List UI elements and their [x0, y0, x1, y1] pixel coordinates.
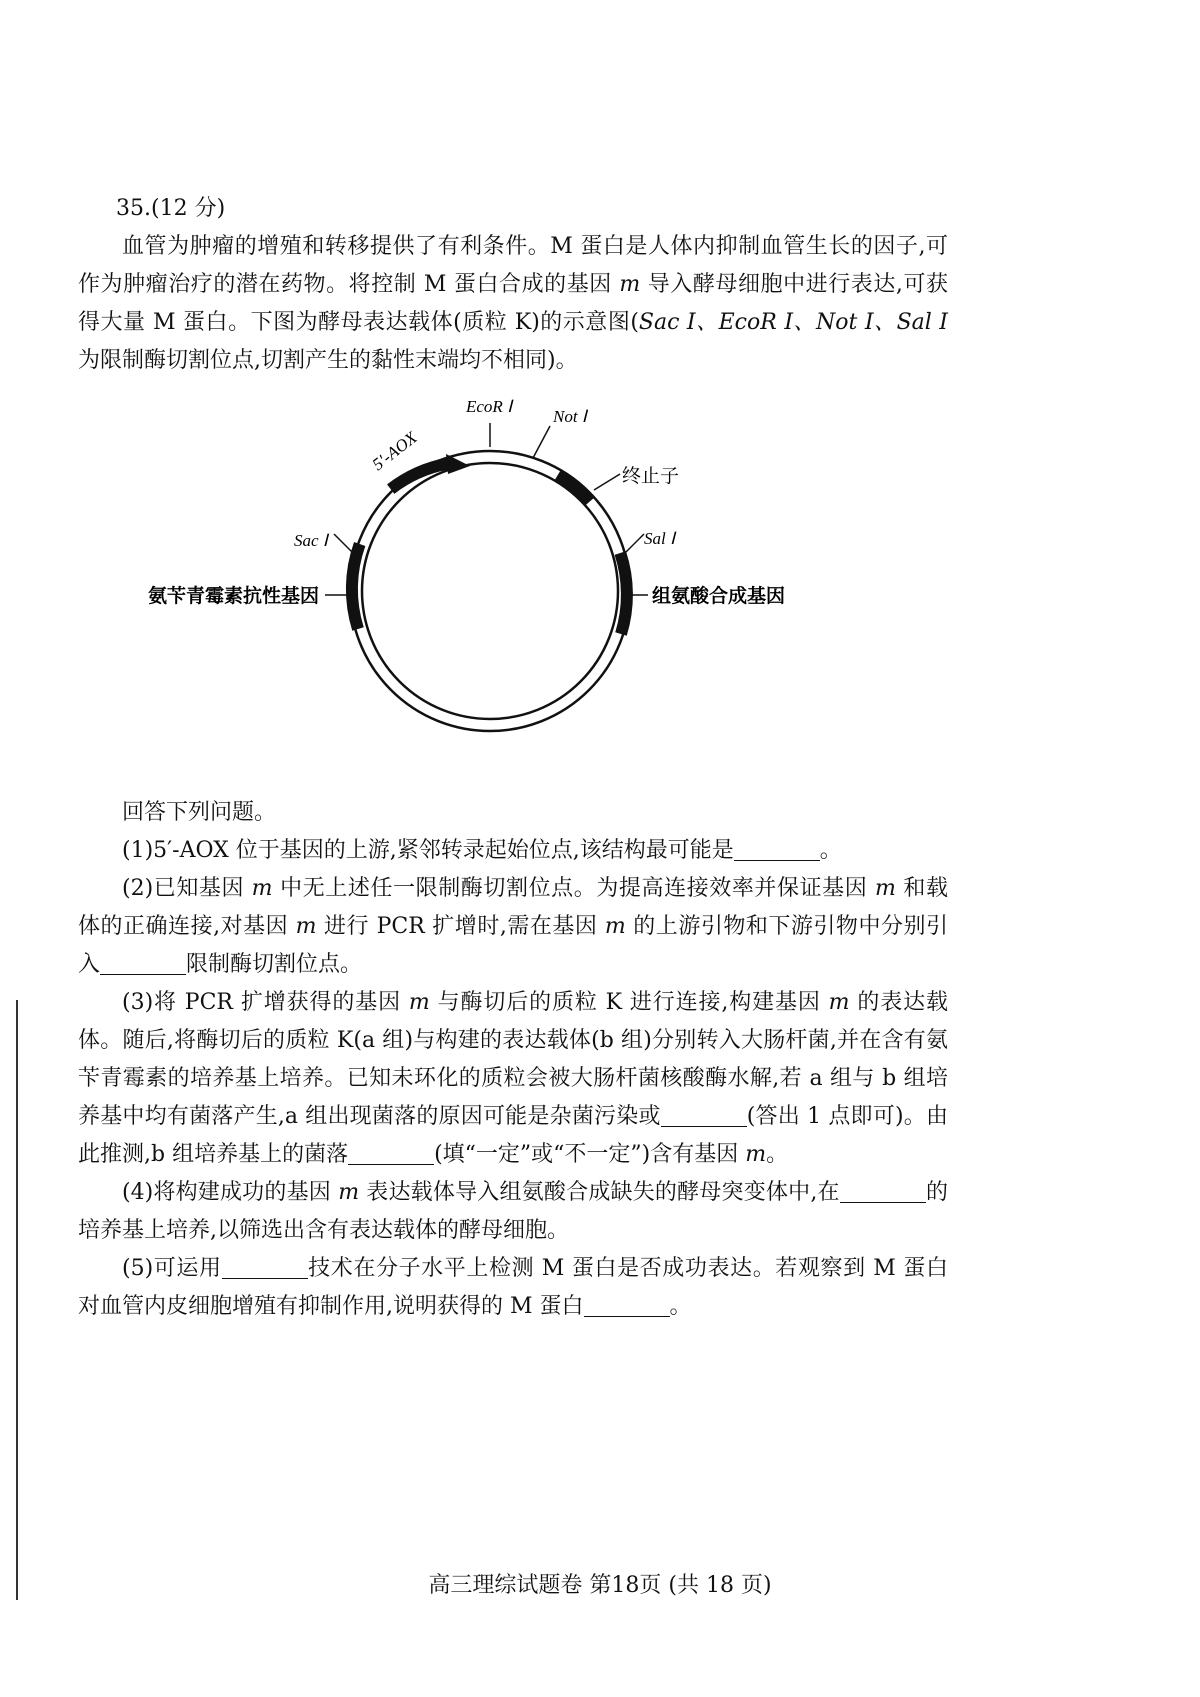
q1-end: 。 [819, 838, 842, 863]
histidine-gene-block [620, 553, 627, 634]
ampicillin-gene-block [352, 544, 360, 629]
gene-symbol: m [619, 272, 641, 297]
q3-answer-blank-2[interactable] [348, 1142, 434, 1165]
ecori-label: EcoR Ⅰ [466, 397, 513, 416]
sali-site-tick [626, 534, 644, 552]
gene-symbol: m [295, 914, 317, 939]
q1-answer-blank[interactable] [734, 838, 820, 861]
terminator-block [558, 475, 590, 502]
gene-symbol: m [745, 1142, 767, 1167]
sali-label: Sal Ⅰ [644, 529, 675, 548]
gene-symbol: m [874, 876, 896, 901]
intro-text-2: 导入酵母细胞中进行表达,可获得大量 M 蛋白。下图为酵母表达载体(质粒 K)的示意图( [78, 272, 948, 335]
q2-text-3: 和载体的正确连接,对基因 [78, 876, 948, 939]
aox-label: 5′-AOX [368, 427, 421, 475]
scan-edge-line [16, 1000, 18, 1600]
question-number: 35. [116, 196, 151, 221]
q3-text-3: 的表达载体。随后,将酶切后的质粒 K(a 组)与构建的表达载体(b 组)分别转入大肠杆菌,并在含有氨苄青霉素的培养基上培养。已知未环化的质粒会被大肠杆菌核酸酶水解,若 a 组与 b 组培养基中均有菌落产生,a 组出现菌落的原因可能是杂菌污染或 [78, 990, 948, 1129]
q3-text-1: (3)将 PCR 扩增获得的基因 [122, 990, 409, 1015]
q2-text-2: 中无上述任一限制酶切割位点。为提高连接效率并保证基因 [272, 876, 875, 901]
saci-label: Sac Ⅰ [294, 531, 328, 550]
q3-answer-blank-1[interactable] [661, 1104, 747, 1127]
ampicillin-gene-label: 氨苄青霉素抗性基因 [148, 586, 320, 607]
saci-site-tick [334, 534, 352, 552]
gene-symbol: m [408, 990, 430, 1015]
q5-answer-blank-1[interactable] [222, 1256, 308, 1279]
q3-text-6: 。 [766, 1142, 789, 1167]
subquestion-2 [78, 870, 948, 984]
q2-text-1: (2)已知基因 [122, 876, 252, 901]
q2-text-6: 限制酶切割位点。 [186, 952, 363, 977]
q4-text-2: 表达载体导入组氨酸合成缺失的酵母突变体中,在 [359, 1180, 840, 1205]
q4-text-1: (4)将构建成功的基因 [122, 1180, 339, 1205]
histidine-gene-label: 组氨酸合成基因 [652, 586, 786, 607]
question-page [78, 190, 948, 1326]
terminator-leader [594, 474, 620, 490]
question-score: (12 分) [151, 196, 226, 221]
q3-text-4: (答出 1 点即可)。由此推测,b 组培养基上的菌落 [78, 1104, 949, 1167]
gene-symbol: m [828, 990, 850, 1015]
plasmid-inner-ring [362, 463, 618, 719]
page-footer: 高三理综试题卷 第18页 (共 18 页) [428, 1573, 772, 1598]
subquestion-4 [78, 1174, 948, 1250]
plasmid-diagram [78, 386, 948, 776]
terminator-label: 终止子 [622, 466, 680, 487]
q4-answer-blank[interactable] [840, 1180, 926, 1203]
subquestion-3 [78, 984, 948, 1174]
q2-text-4: 进行 PCR 扩增时,需在基因 [316, 914, 605, 939]
gene-symbol: m [604, 914, 626, 939]
q3-text-5: (填“一定”或“不一定”)含有基因 [434, 1142, 746, 1167]
plasmid-figure [78, 386, 948, 776]
q5-text-1: (5)可运用 [122, 1256, 222, 1281]
q5-answer-blank-2[interactable] [584, 1294, 670, 1317]
subquestion-1 [78, 832, 948, 870]
intro-text-1: 血管为肿瘤的增殖和转移提供了有利条件。M 蛋白是人体内抑制血管生长的因子,可作为肿瘤治疗的潜在药物。将控制 M 蛋白合成的基因 [78, 234, 948, 297]
subquestion-5 [78, 1250, 948, 1326]
q2-text-5: 的上游引物和下游引物中分别引入 [78, 914, 948, 977]
gene-symbol: m [251, 876, 273, 901]
q1-text: (1)5′-AOX 位于基因的上游,紧邻转录起始位点,该结构最可能是 [122, 838, 734, 863]
intro-text-3: 为限制酶切割位点,切割产生的黏性末端均不相同)。 [78, 348, 578, 373]
q5-text-3: 。 [669, 1294, 692, 1319]
q5-text-2: 技术在分子水平上检测 M 蛋白是否成功表达。若观察到 M 蛋白对血管内皮细胞增殖有抑制作用,说明获得的 M 蛋白 [78, 1256, 949, 1319]
answer-instruction: 回答下列问题。 [122, 800, 277, 825]
question-header [78, 190, 948, 228]
q2-answer-blank[interactable] [100, 952, 186, 975]
noti-site-tick [533, 426, 550, 458]
q4-text-3: 的培养基上培养,以筛选出含有表达载体的酵母细胞。 [78, 1180, 948, 1243]
q3-text-2: 与酶切后的质粒 K 进行连接,构建基因 [429, 990, 829, 1015]
noti-label: Not Ⅰ [553, 407, 587, 426]
restriction-sites-list: Sac Ⅰ、EcoR Ⅰ、Not Ⅰ、Sal Ⅰ [638, 310, 948, 335]
gene-symbol: m [338, 1180, 360, 1205]
intro-paragraph [78, 228, 948, 380]
